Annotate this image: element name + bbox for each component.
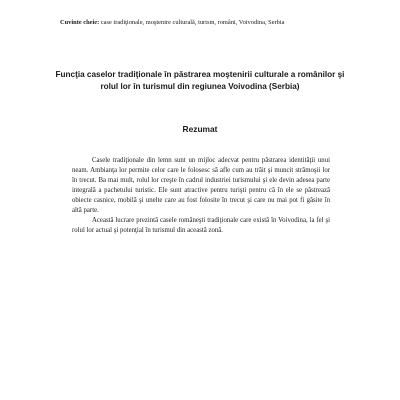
keywords-line: [60, 18, 350, 27]
abstract-heading: Rezumat: [182, 124, 218, 134]
abstract-body: [72, 156, 330, 236]
abstract-paragraph-1: Casele tradiţionale din lemn sunt un mijloc adecvat pentru păstrarea identităţii unui neam. Ambianţa lor permite celor care le folosesc să afle cum au trăit şi muncit strămoşii lor în trecut. Ba mai mult, rolul lor creşte în cadrul industriei turismului şi ele devin adesea parte integrală a pachetului turistic. Ele sunt atractive pentru turişti pentru că în ele se păstrează obiecte casnice, mobilă şi unelte care au fost folosite în trecut şi care nu mai pot fi găsite în altă parte.: [72, 157, 330, 215]
title-line-2: rolul lor în turismul din regiunea Voivodina (Serbia): [100, 82, 300, 91]
keywords-label: Cuvinte cheie:: [60, 19, 100, 26]
keywords-text: case tradiţionale, moştenire culturală, turism, români, Voivodina, Serbia: [100, 19, 285, 26]
paper-title: [36, 69, 364, 93]
abstract-paragraph-2: Această lucrare prezintă casele româneşti tradiţionale care există în Voivodina, la fel şi rolul lor actual şi potenţial în turismul din această zonă.: [72, 217, 330, 235]
title-line-1: Funcţia caselor tradiţionale în păstrarea moştenirii culturale a românilor şi: [55, 70, 345, 79]
